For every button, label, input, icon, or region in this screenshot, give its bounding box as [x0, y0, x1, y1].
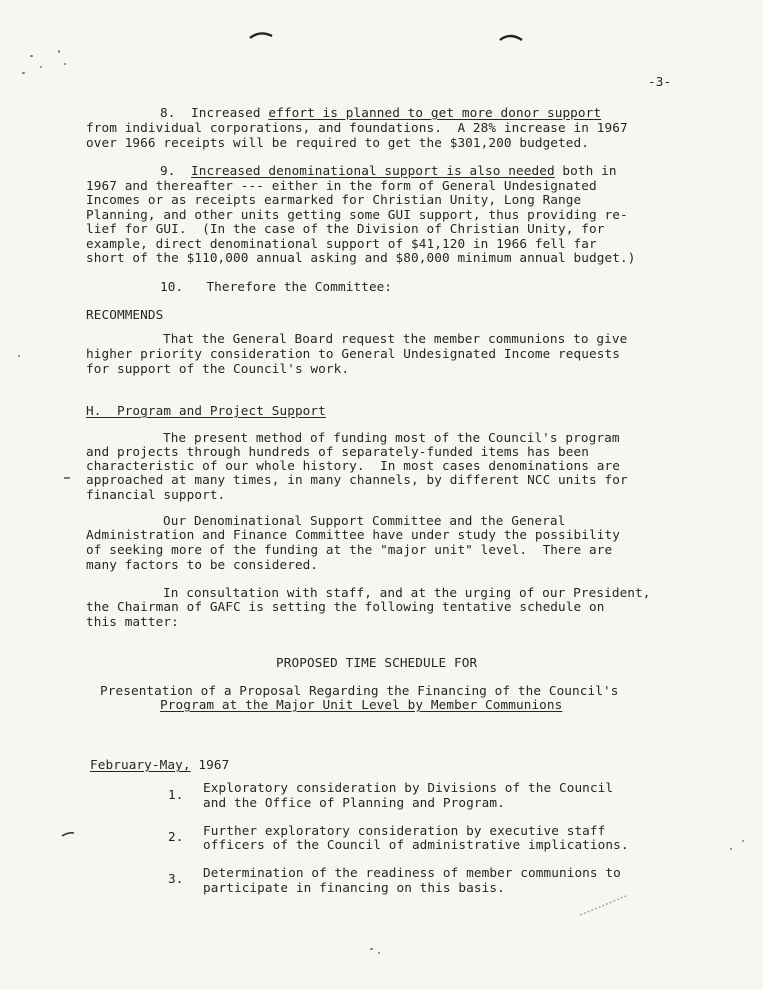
recommends-line-1: That the General Board request the member communions to give [163, 331, 628, 346]
h-p2-line-2: Administration and Finance Committee have under study the possibility [86, 527, 620, 542]
schedule-item-1-line-1: Exploratory consideration by Divisions of the Council [203, 780, 614, 795]
section-h-heading: H. Program and Project Support [86, 403, 326, 418]
item-10-text: Therefore the Committee: [206, 279, 393, 294]
h-p1-line-1: The present method of funding most of the Council's program [163, 430, 620, 445]
item-9-line-4: Planning, and other units getting some GUI support, thus providing re- [86, 207, 628, 222]
item-9-line-1 [160, 164, 617, 178]
item-8-lead: Increased [190, 105, 261, 120]
item-9-line-2: 1967 and thereafter --- either in the form of General Undesignated [86, 178, 597, 193]
item-8-underlined: effort is planned to get more donor support [268, 105, 602, 120]
schedule-subtitle-1: Presentation of a Proposal Regarding the Financing of the Council's [100, 683, 619, 698]
schedule-item-1-num: 1. [168, 787, 184, 802]
h-p1-line-5: financial support. [86, 487, 226, 502]
h-p2-line-1: Our Denominational Support Committee and the General [163, 513, 566, 528]
schedule-item-2-line-2: officers of the Council of administrative implications. [203, 837, 629, 852]
item-9-tail: both in [554, 163, 617, 178]
item-8-line-1 [160, 106, 601, 120]
item-9-line-7: short of the $110,000 annual asking and $80,000 minimum annual budget.) [86, 250, 636, 265]
schedule-period-year: 1967 [190, 757, 230, 772]
h-p3-line-2: the Chairman of GAFC is setting the following tentative schedule on [86, 599, 605, 614]
schedule-item-2-num: 2. [168, 829, 184, 844]
schedule-period [90, 758, 229, 772]
item-9-line-3: Incomes or as receipts earmarked for Christian Unity, Long Range [86, 192, 582, 207]
h-p2-line-3: of seeking more of the funding at the "major unit" level. There are [86, 542, 613, 557]
item-8-line-2: from individual corporations, and foundations. A 28% increase in 1967 [86, 120, 628, 135]
item-8-line-3: over 1966 receipts will be required to get the $301,200 budgeted. [86, 135, 590, 150]
item-9-number: 9. [160, 163, 176, 178]
page-number: -3- [648, 74, 672, 89]
h-p3-line-1: In consultation with staff, and at the urging of our President, [163, 585, 651, 600]
item-9-line-6: example, direct denominational support of $41,120 in 1966 fell far [86, 236, 597, 251]
schedule-item-3-num: 3. [168, 871, 184, 886]
schedule-item-3-line-2: participate in financing on this basis. [203, 880, 505, 895]
h-p1-line-4: approached at many times, in many channels, by different NCC units for [86, 472, 628, 487]
item-9-line-5: lief for GUI. (In the case of the Division of Christian Unity, for [86, 221, 605, 236]
item-10-number: 10. [160, 279, 184, 294]
h-p1-line-2: and projects through hundreds of separately-funded items has been [86, 444, 590, 459]
recommends-heading: RECOMMENDS [86, 307, 164, 322]
schedule-title: PROPOSED TIME SCHEDULE FOR [276, 655, 478, 670]
item-9-underlined: Increased denominational support is also needed [190, 163, 555, 178]
recommends-line-3: for support of the Council's work. [86, 361, 350, 376]
h-p1-line-3: characteristic of our whole history. In most cases denominations are [86, 458, 620, 473]
recommends-line-2: higher priority consideration to General Undesignated Income requests [86, 346, 620, 361]
item-10 [160, 280, 392, 294]
schedule-period-underlined: February-May, [90, 757, 191, 772]
item-8-number: 8. [160, 105, 176, 120]
schedule-subtitle-2: Program at the Major Unit Level by Member Communions [160, 697, 563, 712]
h-p2-line-4: many factors to be considered. [86, 557, 319, 572]
h-p3-line-3: this matter: [86, 614, 179, 629]
schedule-item-1-line-2: and the Office of Planning and Program. [203, 795, 505, 810]
schedule-item-3-line-1: Determination of the readiness of member communions to [203, 865, 621, 880]
schedule-item-2-line-1: Further exploratory consideration by executive staff [203, 823, 606, 838]
